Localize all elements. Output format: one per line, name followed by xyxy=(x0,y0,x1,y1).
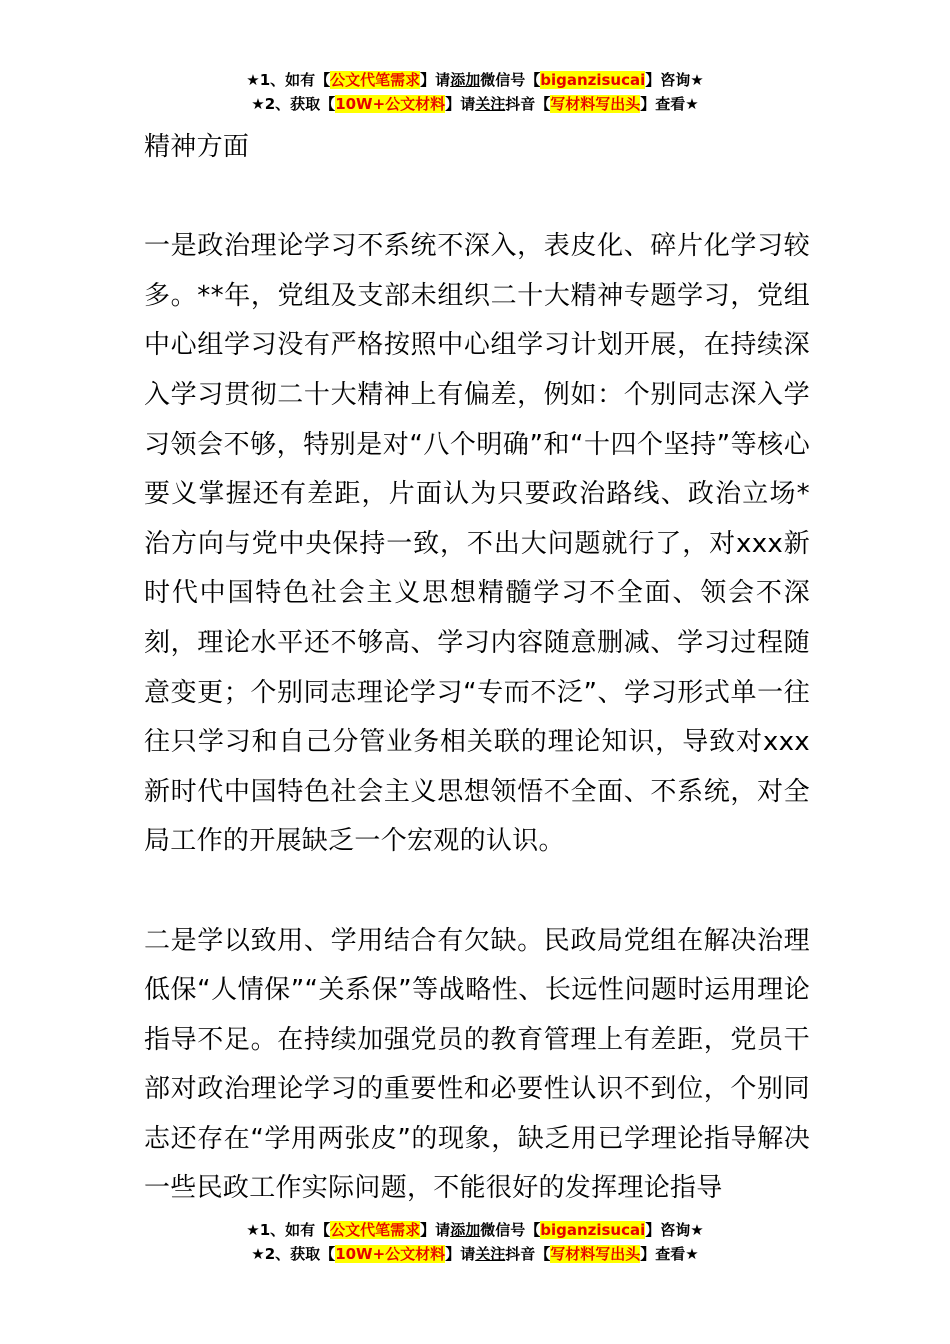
banner-text: 】咨询★ xyxy=(645,1221,704,1239)
banner-text: ★1、如有【 xyxy=(246,1221,331,1239)
underlined-text: 添加 xyxy=(450,71,481,89)
document-body xyxy=(144,123,810,1214)
banner-line-2 xyxy=(0,1242,950,1266)
banner-text: 抖音【 xyxy=(505,95,551,113)
banner-text: ★2、获取【 xyxy=(251,1245,336,1263)
paragraph-spacer xyxy=(144,867,810,917)
banner-text: 微信号【 xyxy=(480,71,541,89)
banner-line-1 xyxy=(0,1218,950,1242)
banner-text: 抖音【 xyxy=(505,1245,551,1263)
banner-text: 微信号【 xyxy=(480,1221,541,1239)
paragraph-2: 二是学以致用、学用结合有欠缺。民政局党组在解决治理低保“人情保”“关系保”等战略性、长远性问题时运用理论指导不足。在持续加强党员的教育管理上有差距，党员干部对政治理论学习的重要性和必要性认识不到位，个别同志还存在“学用两张皮”的现象，缺乏用已学理论指导解决一些民政工作实际问题，不能很好的发挥理论指导 xyxy=(144,925,810,1204)
banner-text: 】咨询★ xyxy=(645,71,704,89)
banner-text: 】请 xyxy=(445,95,476,113)
banner-line-2 xyxy=(0,92,950,116)
footer-banner xyxy=(0,1218,950,1266)
highlight-materials: 10W+公文材料 xyxy=(335,1245,446,1263)
highlight-service: 公文代笔需求 xyxy=(330,1221,421,1239)
banner-text: ★2、获取【 xyxy=(251,95,336,113)
highlight-douyin-account: 写材料写出头 xyxy=(550,1245,641,1263)
section-heading: 精神方面 xyxy=(144,132,250,162)
banner-text: 】请 xyxy=(445,1245,476,1263)
banner-text: 】请 xyxy=(420,71,451,89)
highlight-douyin-account: 写材料写出头 xyxy=(550,95,641,113)
banner-text: 】查看★ xyxy=(640,95,699,113)
highlight-materials: 10W+公文材料 xyxy=(335,95,446,113)
banner-text: 】请 xyxy=(420,1221,451,1239)
highlight-wechat-id: biganzisucai xyxy=(540,1221,646,1239)
banner-text: ★1、如有【 xyxy=(246,71,331,89)
paragraph-spacer xyxy=(144,173,810,223)
banner-line-1 xyxy=(0,68,950,92)
header-banner xyxy=(0,68,950,116)
underlined-text: 关注 xyxy=(475,1245,506,1263)
underlined-text: 关注 xyxy=(475,95,506,113)
paragraph-1: 一是政治理论学习不系统不深入，表皮化、碎片化学习较多。**年，党组及支部未组织二十大精神专题学习，党组中心组学习没有严格按照中心组学习计划开展，在持续深入学习贯彻二十大精神上有偏差，例如：个别同志深入学习领会不够，特别是对“八个明确”和“十四个坚持”等核心要义掌握还有差距，片面认为只要政治路线、政治立场*治方向与党中央保持一致，不出大问题就行了，对xxx新时代中国特色社会主义思想精髓学习不全面、领会不深刻，理论水平还不够高、学习内容随意删减、学习过程随意变更；个别同志理论学习“专而不泛”、学习形式单一往往只学习和自己分管业务相关联的理论知识，导致对xxx新时代中国特色社会主义思想领悟不全面、不系统，对全局工作的开展缺乏一个宏观的认识。 xyxy=(144,231,810,857)
banner-text: 】查看★ xyxy=(640,1245,699,1263)
highlight-wechat-id: biganzisucai xyxy=(540,71,646,89)
underlined-text: 添加 xyxy=(450,1221,481,1239)
highlight-service: 公文代笔需求 xyxy=(330,71,421,89)
